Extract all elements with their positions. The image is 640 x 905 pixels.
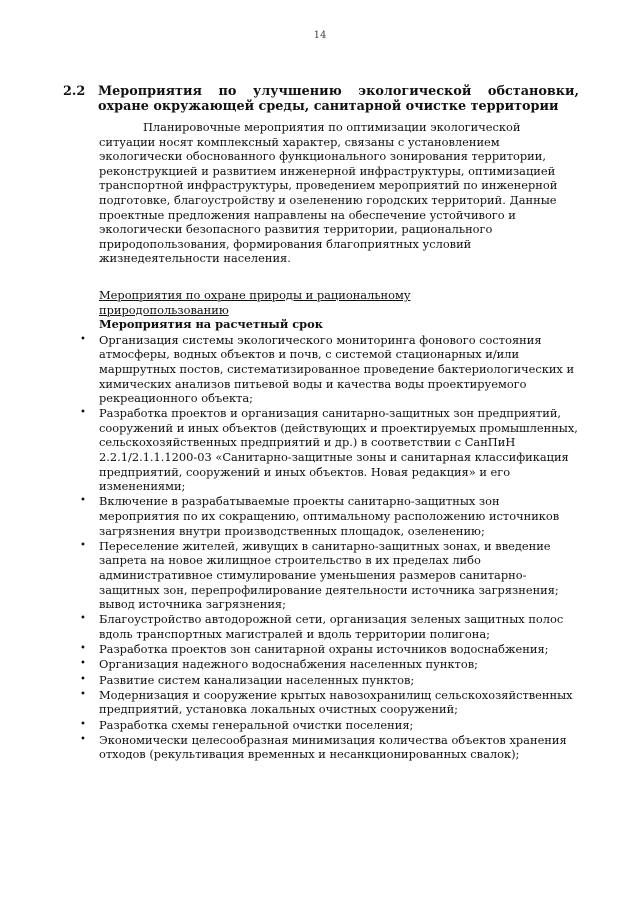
list-item-text: Развитие систем канализации населенных пунктов; [99, 672, 415, 687]
bullet-icon: • [80, 673, 86, 685]
list-item-text: Разработка проектов зон санитарной охраны источников водоснабжения; [99, 642, 549, 657]
list-item [63, 406, 579, 494]
list-item-text: Экономически целесообразная минимизация количества объектов хранения отходов (рекультивация временных и несанкционированных свалок); [99, 732, 567, 762]
list-item-text: Переселение жителей, живущих в санитарно-защитных зонах, и введение запрета на новое жилищное строительство в их пределах либо административное стимулирование уменьшения размеров санитарно-защитных зон, перепрофилирование деятельности источника загрязнения; вывод источника загрязнения; [99, 538, 559, 612]
term-heading: Мероприятия на расчетный срок [99, 317, 323, 332]
list-item [63, 612, 579, 641]
section-title: Мероприятия по улучшению экологической обстановки, охране окружающей среды, санитарной очистке территории [98, 84, 579, 114]
intro-paragraph: Планировочные мероприятия по оптимизации экологической ситуации носят комплексный характер, связаны с установлением экологически обоснованного функционального зонирования территории, реконструкцией и развитием инженерной инфраструктуры, оптимизацией транспортной инфраструктуры, проведением мероприятий по инженерной подготовке, благоустройству и озеленению городских территорий. Данные проектные предложения направлены на обеспечение устойчивого и экологически безопасного развития территории, рационального природопользования, формирования благоприятных условий жизнедеятельности населения. [99, 120, 558, 266]
list-item [63, 733, 579, 762]
list-item-text: Благоустройство автодорожной сети, организация зеленых защитных полос вдоль транспортных магистралей и вдоль территории полигона; [99, 612, 564, 641]
list-item-text: Организация системы экологического мониторинга фонового состояния атмосферы, водных объектов и почв, с системой стационарных и/или маршрутных постов, систематизированное проведение бактериологических и химических анализов питьевой воды и качества воды проектируемого рекреационного объекта; [99, 332, 575, 406]
list-item [63, 494, 579, 538]
list-item [63, 718, 579, 733]
list-item [63, 688, 579, 717]
list-item [63, 673, 579, 688]
list-item-text: Разработка схемы генеральной очистки поселения; [99, 717, 414, 732]
document-body [63, 84, 579, 762]
list-item-text: Модернизация и сооружение крытых навозохранилищ сельскохозяйственных предприятий, установка локальных очистных сооружений; [99, 687, 573, 717]
bullet-icon: • [80, 495, 86, 507]
list-item-text: Разработка проектов и организация санитарно-защитных зон предприятий, сооружений и иных объектов (действующих и проектируемых промышленных, сельскохозяйственных предприятий и др.) в соответствии с СанПиН 2.2.1/2.1.1.1200-03 «Санитарно-защитные зоны и санитарная классификация предприятий, сооружений и иных объектов. Новая редакция» и его изменениями; [99, 406, 578, 494]
bullet-icon: • [80, 333, 86, 345]
bullet-icon: • [80, 658, 86, 670]
bullet-icon: • [80, 688, 86, 700]
list-item [63, 333, 579, 406]
list-item [63, 657, 579, 672]
subsection-title: Мероприятия по охране природы и рациональному природопользованию [99, 287, 411, 317]
section-heading [63, 84, 579, 114]
bullet-icon: • [80, 733, 86, 745]
page-number: 14 [313, 30, 327, 41]
list-item [63, 642, 579, 657]
bullet-icon: • [80, 718, 86, 730]
section-number: 2.2 [63, 84, 86, 99]
list-item [63, 539, 579, 612]
list-item-text: Организация надежного водоснабжения населенных пунктов; [99, 657, 478, 672]
bullet-icon: • [80, 643, 86, 655]
list-item-text: Включение в разрабатываемые проекты санитарно-защитных зон мероприятия по их сокращению, оптимальному расположению источников загрязнения внутри производственных площадок, озеленению; [99, 494, 560, 538]
bullet-icon: • [80, 613, 86, 625]
bullet-icon: • [80, 407, 86, 419]
measures-list [63, 333, 579, 762]
bullet-icon: • [80, 539, 86, 551]
